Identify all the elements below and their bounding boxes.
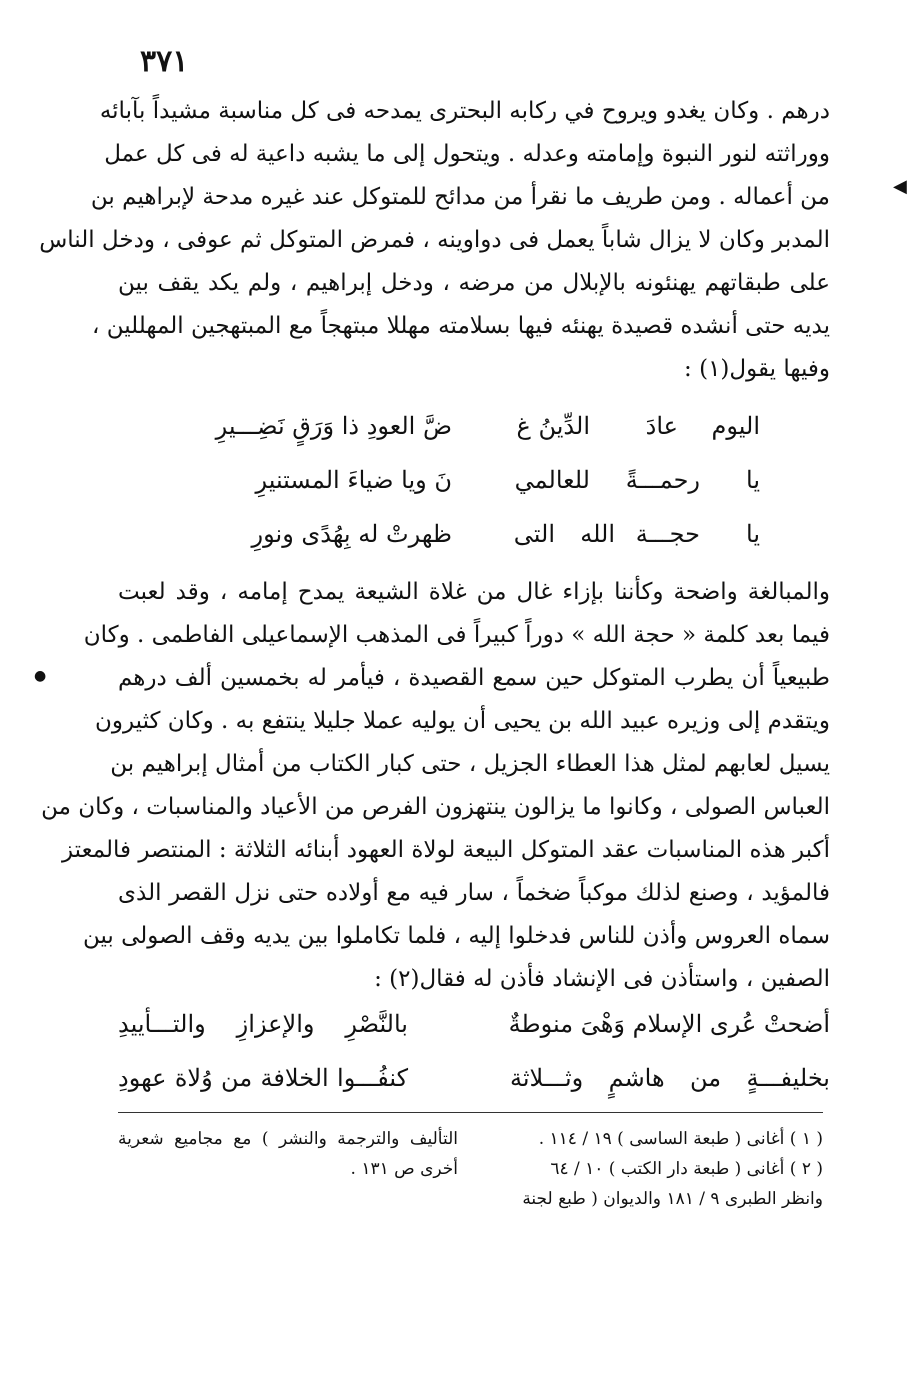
text-line: على طبقاتهم يهنئونه بالإبلال من مرضه ، ودخل إبراهيم ، ولم يكد يقف بين <box>118 270 830 296</box>
verse-word: يا <box>746 520 760 548</box>
poem-2 <box>118 1010 830 1118</box>
text-line: درهم . وكان يغدو ويروح في ركابه البحترى يمدحه فى كل مناسبة مشيداً بآبائه <box>99 98 830 124</box>
footnote-line: ( ٢ ) أغانى ( طبعة دار الكتب ) ١٠ / ٦٤ <box>550 1159 823 1179</box>
verse-word: التى <box>513 520 555 548</box>
text-line: ويتقدم إلى وزيره عبيد الله بن يحيى أن يوليه عملا جليلا ينتفع به . وكان كثيرون <box>94 708 830 734</box>
verse-word: نَ ويا ضياءَ المستنيرِ <box>255 466 452 494</box>
verse-word: ظهرتْ له بِهُدًى ونورِ <box>251 520 452 548</box>
verse-first-hemistich: أضحتْ عُرى الإسلام وَهْىَ منوطةٌ <box>508 1010 830 1038</box>
verse-word: الدِّينُ غ <box>516 412 590 440</box>
verse-word: الله <box>580 520 615 548</box>
poem-verse <box>195 520 760 570</box>
text-line: المدبر وكان لا يزال شاباً يعمل فى دواوينه ، فمرض المتوكل ثم عوفى ، ودخل الناس <box>39 227 830 253</box>
footnote-line: ( ١ ) أغانى ( طبعة الساسى ) ١٩ / ١١٤ . <box>538 1129 823 1149</box>
footnotes-left-column <box>118 1124 458 1184</box>
text-line: فالمؤيد ، وصنع لذلك موكباً ضخماً ، سار فيه مع أولاده حتى نزل القصر الذى <box>118 880 830 906</box>
text-line: طبيعياً أن يطرب المتوكل حين سمع القصيدة ، فيأمر له بخمسين ألف درهم <box>118 665 830 691</box>
text-line: من أعماله . ومن طريف ما نقرأ من مدائح للمتوكل عند غيره مدحة لإبراهيم بن <box>90 184 830 210</box>
verse-word: يا <box>746 466 760 494</box>
text-line: يسيل لعابهم لمثل هذا العطاء الجزيل ، حتى كبار الكتاب من أمثال إبراهيم بن <box>110 751 830 777</box>
footnote-line: أخرى ص ١٣١ . <box>350 1159 458 1179</box>
verse-word: حجـــة <box>635 520 700 548</box>
paragraph-2 <box>41 571 830 1001</box>
verse-second-hemistich: بالنَّصْرِ والإعزازِ والتـــأييدِ <box>118 1010 408 1038</box>
verse-word: ضَّ العودِ ذا وَرَقٍ نَضِـــيرِ <box>215 412 452 440</box>
text-line: وفيها يقول(١) : <box>684 356 830 382</box>
verse-word: عادَ <box>645 412 678 440</box>
text-line: الصفين ، واستأذن فى الإنشاد فأذن له فقال(٢) : <box>374 966 830 992</box>
text-line: يديه حتى أنشده قصيدة يهنئه فيها بسلامته مهللا مبتهجاً مع المبتهجين المهللين ، <box>91 313 830 339</box>
text-line: والمبالغة واضحة وكأننا بإزاء غال من غلاة الشيعة يمدح إمامه ، وقد لعبت <box>118 579 830 605</box>
verse-word: للعالمي <box>514 466 590 494</box>
poem-verse <box>195 412 760 462</box>
margin-dot-icon: ● <box>34 668 47 684</box>
margin-mark-icon: ◀ <box>893 176 907 197</box>
text-line: ووراثته لنور النبوة وإمامته وعدله . ويتحول إلى ما يشبه داعية له فى كل عمل <box>104 141 830 167</box>
verse-word: رحمـــةً <box>625 466 700 494</box>
poem-verse <box>118 1064 830 1118</box>
text-line: فيما بعد كلمة « حجة الله » دوراً كبيراً فى المذهب الإسماعيلى الفاطمى . وكان <box>83 622 830 648</box>
verse-word: اليوم <box>711 412 760 440</box>
paragraph-1 <box>39 90 830 391</box>
footnotes-right-column <box>483 1124 823 1214</box>
footnote-line: التأليف والترجمة والنشر ) مع مجاميع شعرية <box>118 1129 458 1149</box>
text-line: سماه العروس وأذن للناس فدخلوا إليه ، فلما تكاملوا بين يديه وقف الصولى بين <box>82 923 830 949</box>
poem-verse <box>195 466 760 516</box>
verse-second-hemistich: كنفُـــوا الخلافة من وُلاة عهودِ <box>118 1064 408 1092</box>
text-line: أكبر هذه المناسبات عقد المتوكل البيعة لولاة العهود أبنائه الثلاثة : المنتصر فالمعتز <box>61 837 830 863</box>
text-line: العباس الصولى ، وكانوا ما يزالون ينتهزون الفرص من الأعياد والمناسبات ، وكان من <box>41 794 830 820</box>
footnote-line: وانظر الطبرى ٩ / ١٨١ والديوان ( طبع لجنة <box>522 1189 823 1209</box>
verse-first-hemistich: بخليفـــةٍ من هاشمٍ وثـــلاثة <box>510 1064 830 1092</box>
page-number: ٣٧١ <box>140 44 189 79</box>
footnote-divider <box>118 1112 823 1113</box>
poem-verse <box>118 1010 830 1064</box>
